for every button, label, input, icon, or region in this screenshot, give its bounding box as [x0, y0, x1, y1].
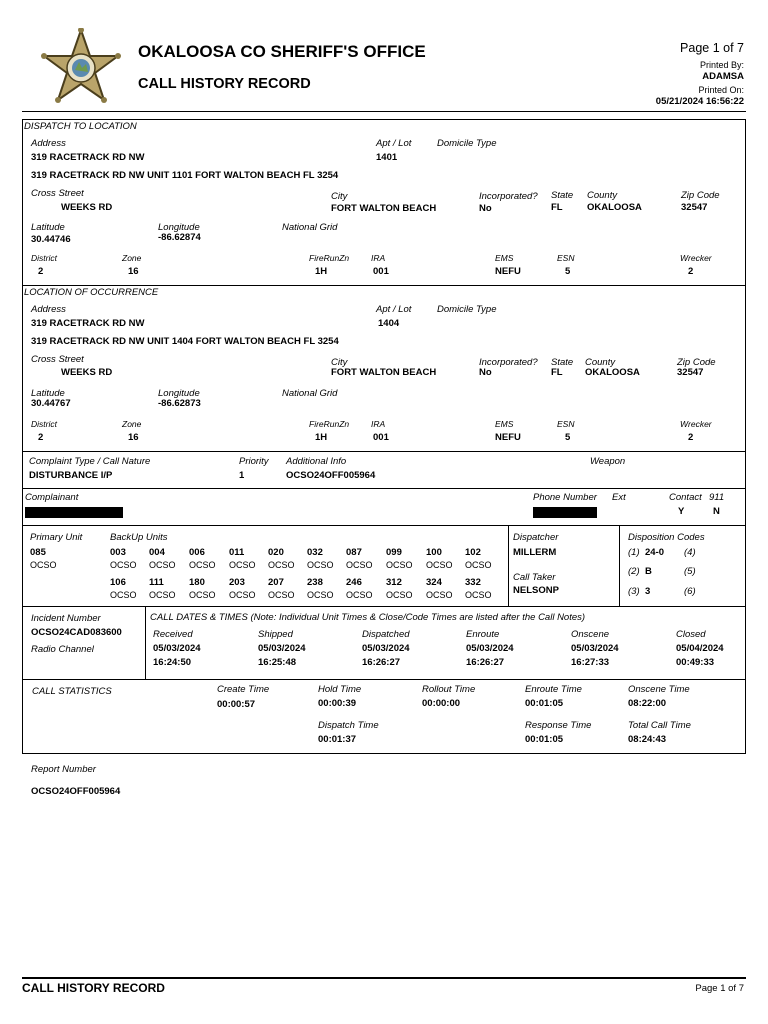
- full-address-value: 319 RACETRACK RD NW UNIT 1404 FORT WALTON BEACH FL 3254: [31, 336, 339, 347]
- backup-unit-agency: OCSO: [426, 560, 453, 570]
- state-value: FL: [551, 367, 563, 378]
- state-value: FL: [551, 202, 563, 213]
- footer-rule: [22, 977, 746, 979]
- apt-value: 1401: [376, 152, 398, 163]
- city-label: City: [331, 357, 348, 368]
- report-number-value: OCSO24OFF005964: [31, 786, 121, 797]
- longitude-value: -86.62874: [158, 232, 201, 243]
- footer-title: CALL HISTORY RECORD: [22, 981, 165, 995]
- create-time-label: Create Time: [217, 684, 270, 695]
- backup-unit-agency: OCSO: [268, 560, 295, 570]
- contact-value: Y: [678, 506, 685, 517]
- weapon-label: Weapon: [590, 456, 626, 467]
- complaint-type-label: Complaint Type / Call Nature: [29, 456, 151, 467]
- time-column-time: 16:26:27: [466, 657, 505, 668]
- state-label: State: [551, 190, 574, 201]
- incorporated-value: No: [479, 367, 492, 378]
- backup-unit-agency: OCSO: [268, 590, 295, 600]
- page-indicator: Page 1 of 7: [680, 41, 744, 55]
- firerun-value: 1H: [315, 432, 328, 443]
- time-column-label: Shipped: [258, 629, 293, 640]
- primary-unit-value: 085: [30, 547, 46, 558]
- printed-by-value: ADAMSA: [702, 71, 744, 82]
- backup-unit-agency: OCSO: [149, 590, 176, 600]
- backup-unit-number: 032: [307, 547, 323, 558]
- n911-value: N: [713, 506, 720, 517]
- backup-unit-agency: OCSO: [307, 590, 334, 600]
- disposition-code-value: 3: [645, 586, 651, 597]
- response-time-value: 00:01:05: [525, 734, 564, 745]
- dispatcher-divider: [508, 526, 509, 606]
- section-title: LOCATION OF OCCURRENCE: [24, 287, 159, 298]
- zone-label: Zone: [122, 419, 142, 429]
- dispatcher-value: MILLERM: [513, 547, 557, 558]
- county-label: County: [585, 357, 616, 368]
- incorporated-label: Incorporated?: [479, 357, 538, 368]
- backup-unit-number: 324: [426, 577, 442, 588]
- calltaker-value: NELSONP: [513, 585, 559, 596]
- backup-unit-number: 111: [149, 577, 164, 588]
- wrecker-label: Wrecker: [680, 253, 712, 263]
- backup-unit-agency: OCSO: [346, 590, 373, 600]
- wrecker-value: 2: [688, 266, 694, 277]
- latitude-value: 30.44746: [31, 234, 71, 245]
- incident-number-value: OCSO24CAD083600: [31, 627, 122, 638]
- ira-value: 001: [373, 432, 389, 443]
- backup-unit-number: 004: [149, 547, 165, 558]
- times-note: CALL DATES & TIMES (Note: Individual Unit Times & Close/Code Times are listed after the Call Notes): [150, 612, 586, 623]
- onscene-time-value: 08:22:00: [628, 698, 667, 709]
- response-time-label: Response Time: [525, 720, 592, 731]
- domicile-label: Domicile Type: [437, 138, 497, 149]
- agency-title: OKALOOSA CO SHERIFF'S OFFICE: [138, 42, 426, 61]
- time-column-time: 16:26:27: [362, 657, 401, 668]
- disposition-code-number: (3): [628, 586, 640, 597]
- domicile-label: Domicile Type: [437, 304, 497, 315]
- address-value: 319 RACETRACK RD NW: [31, 152, 145, 163]
- disposition-code-number: (6): [684, 586, 696, 597]
- backup-unit-agency: OCSO: [465, 590, 492, 600]
- disposition-divider: [619, 526, 620, 606]
- hold-time-value: 00:00:39: [318, 698, 357, 709]
- state-label: State: [551, 357, 574, 368]
- longitude-value: -86.62873: [158, 398, 201, 409]
- time-column-time: 16:24:50: [153, 657, 192, 668]
- priority-label: Priority: [239, 456, 269, 467]
- backup-unit-number: 312: [386, 577, 402, 588]
- ems-value: NEFU: [495, 266, 521, 277]
- statistics-label: CALL STATISTICS: [32, 686, 112, 697]
- ira-label: IRA: [371, 253, 386, 263]
- disposition-code-number: (2): [628, 566, 640, 577]
- rollout-time-value: 00:00:00: [422, 698, 461, 709]
- printed-by-label: Printed By:: [699, 60, 744, 70]
- latitude-label: Latitude: [31, 388, 65, 399]
- ems-label: EMS: [495, 253, 514, 263]
- disposition-code-number: (4): [684, 547, 696, 558]
- backup-unit-number: 100: [426, 547, 442, 558]
- address-value: 319 RACETRACK RD NW: [31, 318, 145, 329]
- backup-unit-agency: OCSO: [307, 560, 334, 570]
- ext-label: Ext: [612, 492, 626, 503]
- header-rule: [22, 111, 746, 112]
- esn-value: 5: [565, 432, 571, 443]
- backup-unit-agency: OCSO: [149, 560, 176, 570]
- backup-unit-number: 020: [268, 547, 284, 558]
- backup-unit-agency: OCSO: [346, 560, 373, 570]
- longitude-label: Longitude: [158, 388, 200, 399]
- backup-unit-agency: OCSO: [110, 560, 137, 570]
- disposition-code-number: (5): [684, 566, 696, 577]
- complaint-type-value: DISTURBANCE I/P: [29, 470, 113, 481]
- firerun-value: 1H: [315, 266, 328, 277]
- time-column-time: 16:27:33: [571, 657, 610, 668]
- firerun-label: FireRunZn: [309, 253, 350, 263]
- complaint-section: [22, 451, 746, 489]
- complainant-redaction: [25, 507, 123, 518]
- ira-value: 001: [373, 266, 389, 277]
- section-title: DISPATCH TO LOCATION: [24, 121, 137, 132]
- backup-unit-number: 207: [268, 577, 284, 588]
- backup-unit-number: 106: [110, 577, 126, 588]
- backup-unit-number: 099: [386, 547, 402, 558]
- esn-label: ESN: [557, 253, 575, 263]
- esn-value: 5: [565, 266, 571, 277]
- onscene-time-label: Onscene Time: [628, 684, 690, 695]
- time-column-date: 05/03/2024: [571, 643, 619, 654]
- sheriff-star-logo: [38, 28, 124, 110]
- time-column-time: 00:49:33: [676, 657, 715, 668]
- zone-value: 16: [128, 266, 139, 277]
- longitude-label: Longitude: [158, 222, 200, 233]
- backup-unit-number: 102: [465, 547, 481, 558]
- printed-on-label: Printed On:: [698, 85, 744, 95]
- rollout-time-label: Rollout Time: [422, 684, 476, 695]
- district-label: District: [31, 253, 57, 263]
- latitude-label: Latitude: [31, 222, 65, 233]
- backup-unit-number: 087: [346, 547, 362, 558]
- cross-street-value: WEEKS RD: [61, 367, 113, 378]
- backup-unit-agency: OCSO: [465, 560, 492, 570]
- dispatch-time-label: Dispatch Time: [318, 720, 379, 731]
- ems-value: NEFU: [495, 432, 521, 443]
- national-grid-label: National Grid: [282, 222, 338, 233]
- incident-number-label: Incident Number: [31, 613, 101, 624]
- backup-unit-agency: OCSO: [229, 590, 256, 600]
- report-number-label: Report Number: [31, 764, 96, 775]
- hold-time-label: Hold Time: [318, 684, 362, 695]
- incident-times-section: [22, 606, 746, 680]
- create-time-value: 00:00:57: [217, 699, 256, 710]
- additional-info-label: Additional Info: [286, 456, 347, 467]
- firerun-label: FireRunZn: [309, 419, 350, 429]
- enroute-time-label: Enroute Time: [525, 684, 582, 695]
- county-value: OKALOOSA: [587, 202, 642, 213]
- n911-label: 911: [709, 492, 725, 503]
- city-label: City: [331, 191, 348, 202]
- apt-label: Apt / Lot: [376, 138, 412, 149]
- printed-on-value: 05/21/2024 16:56:22: [655, 96, 744, 107]
- wrecker-label: Wrecker: [680, 419, 712, 429]
- primary-unit-label: Primary Unit: [30, 532, 83, 543]
- dispatch-location-section: [22, 119, 746, 286]
- times-divider: [145, 607, 146, 679]
- city-value: FORT WALTON BEACH: [331, 203, 437, 214]
- esn-label: ESN: [557, 419, 575, 429]
- backup-unit-number: 180: [189, 577, 205, 588]
- backup-unit-agency: OCSO: [110, 590, 137, 600]
- backup-unit-number: 246: [346, 577, 362, 588]
- incorporated-label: Incorporated?: [479, 191, 538, 202]
- full-address-value: 319 RACETRACK RD NW UNIT 1101 FORT WALTON BEACH FL 3254: [31, 170, 339, 181]
- contact-label: Contact: [669, 492, 702, 503]
- district-value: 2: [38, 432, 44, 443]
- zone-value: 16: [128, 432, 139, 443]
- time-column-time: 16:25:48: [258, 657, 297, 668]
- zip-value: 32547: [681, 202, 708, 213]
- apt-label: Apt / Lot: [376, 304, 412, 315]
- cross-street-label: Cross Street: [31, 354, 84, 365]
- disposition-code-number: (1): [628, 547, 640, 558]
- address-label: Address: [31, 304, 66, 315]
- cross-street-label: Cross Street: [31, 188, 84, 199]
- backup-unit-agency: OCSO: [386, 560, 413, 570]
- report-subtitle: CALL HISTORY RECORD: [138, 76, 311, 92]
- total-time-label: Total Call Time: [628, 720, 691, 731]
- total-time-value: 08:24:43: [628, 734, 667, 745]
- primary-unit-agency: OCSO: [30, 560, 57, 570]
- time-column-date: 05/03/2024: [362, 643, 410, 654]
- backup-unit-number: 011: [229, 547, 245, 558]
- zone-label: Zone: [122, 253, 142, 263]
- footer-page: Page 1 of 7: [695, 983, 744, 994]
- units-section: [22, 525, 746, 607]
- occurrence-location-section: [22, 285, 746, 452]
- time-column-label: Dispatched: [362, 629, 410, 640]
- ira-label: IRA: [371, 419, 386, 429]
- disposition-label: Disposition Codes: [628, 532, 705, 543]
- backup-unit-number: 003: [110, 547, 126, 558]
- latitude-value: 30.44767: [31, 398, 71, 409]
- radio-channel-label: Radio Channel: [31, 644, 94, 655]
- zip-label: Zip Code: [677, 357, 716, 368]
- calltaker-label: Call Taker: [513, 572, 556, 583]
- ems-label: EMS: [495, 419, 514, 429]
- backup-unit-number: 238: [307, 577, 323, 588]
- call-statistics-section: [22, 679, 746, 754]
- district-label: District: [31, 419, 57, 429]
- time-column-date: 05/03/2024: [466, 643, 514, 654]
- time-column-label: Enroute: [466, 629, 500, 640]
- time-column-date: 05/03/2024: [258, 643, 306, 654]
- time-column-label: Closed: [676, 629, 706, 640]
- backup-unit-agency: OCSO: [229, 560, 256, 570]
- backup-unit-agency: OCSO: [189, 590, 216, 600]
- backup-unit-agency: OCSO: [386, 590, 413, 600]
- backup-units-label: BackUp Units: [110, 532, 168, 543]
- backup-unit-number: 332: [465, 577, 481, 588]
- backup-unit-agency: OCSO: [189, 560, 216, 570]
- enroute-time-value: 00:01:05: [525, 698, 564, 709]
- county-value: OKALOOSA: [585, 367, 640, 378]
- address-label: Address: [31, 138, 66, 149]
- time-column-label: Received: [153, 629, 193, 640]
- zip-label: Zip Code: [681, 190, 720, 201]
- backup-unit-agency: OCSO: [426, 590, 453, 600]
- time-column-date: 05/03/2024: [153, 643, 201, 654]
- additional-info-value: OCSO24OFF005964: [286, 470, 376, 481]
- time-column-label: Onscene: [571, 629, 610, 640]
- phone-redaction: [533, 507, 597, 518]
- disposition-code-value: 24-0: [645, 547, 665, 558]
- county-label: County: [587, 190, 618, 201]
- national-grid-label: National Grid: [282, 388, 338, 399]
- apt-value: 1404: [378, 318, 400, 329]
- backup-unit-number: 006: [189, 547, 205, 558]
- priority-value: 1: [239, 470, 245, 481]
- district-value: 2: [38, 266, 44, 277]
- dispatcher-label: Dispatcher: [513, 532, 559, 543]
- cross-street-value: WEEKS RD: [61, 202, 113, 213]
- complainant-section: [22, 488, 746, 526]
- time-column-date: 05/04/2024: [676, 643, 724, 654]
- incorporated-value: No: [479, 203, 492, 214]
- complainant-label: Complainant: [25, 492, 79, 503]
- phone-label: Phone Number: [533, 492, 597, 503]
- disposition-code-value: B: [645, 566, 652, 577]
- city-value: FORT WALTON BEACH: [331, 367, 437, 378]
- wrecker-value: 2: [688, 432, 694, 443]
- dispatch-time-value: 00:01:37: [318, 734, 357, 745]
- backup-unit-number: 203: [229, 577, 245, 588]
- zip-value: 32547: [677, 367, 704, 378]
